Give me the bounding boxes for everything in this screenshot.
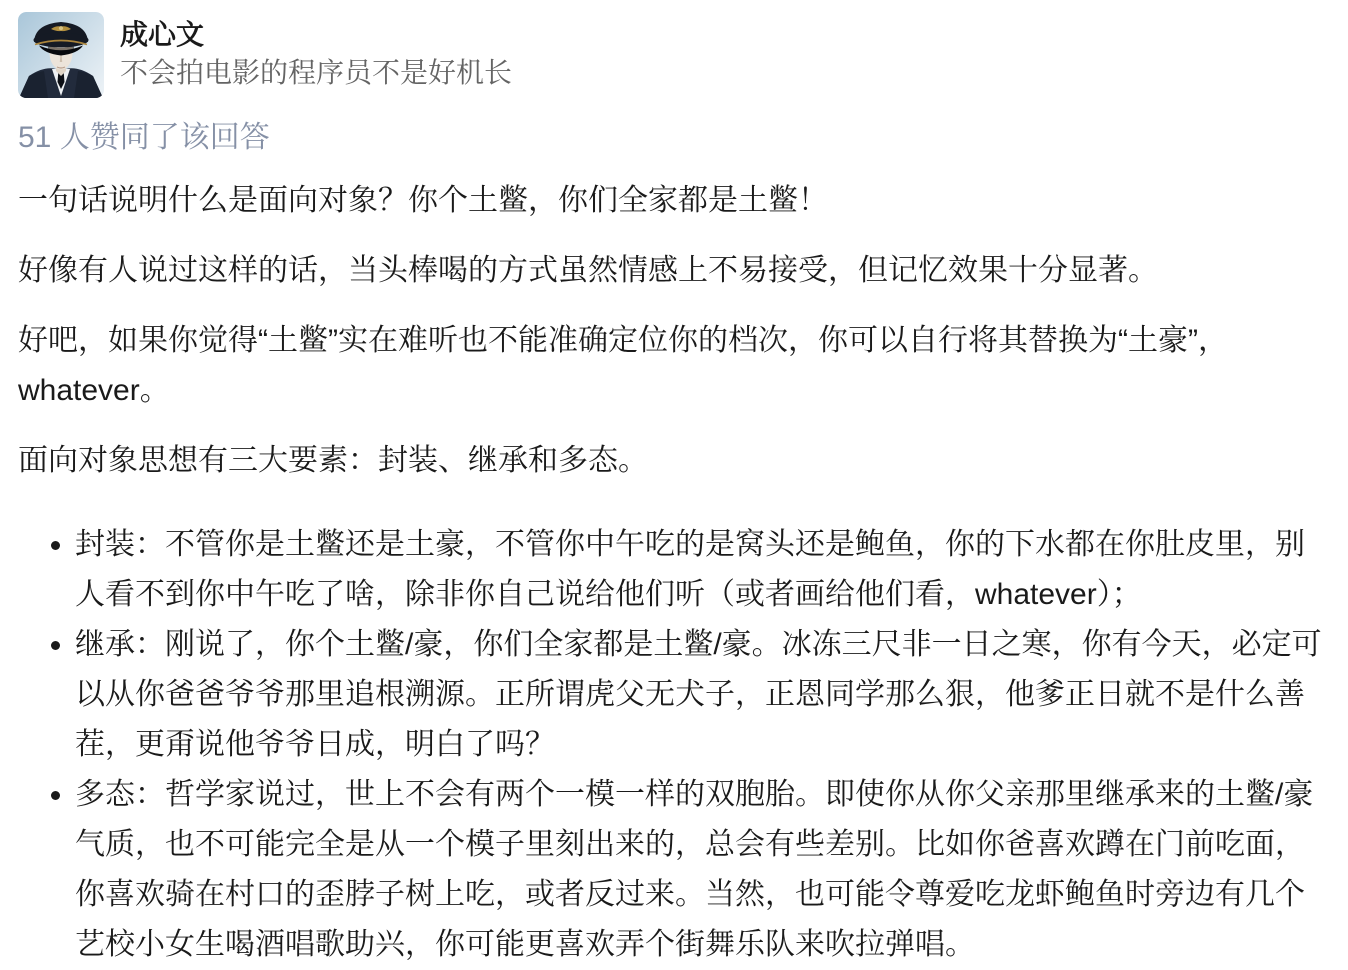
author-name[interactable]: 成心文 <box>120 19 205 50</box>
pilot-avatar-image <box>18 12 104 98</box>
avatar[interactable] <box>18 12 104 98</box>
answer-content <box>18 176 1330 970</box>
answer-paragraph: 好吧，如果你觉得“土鳖”实在难听也不能准确定位你的档次，你可以自行将其替换为“土豪”，whatever。 <box>18 324 1228 407</box>
answer-paragraph: 好像有人说过这样的话，当头棒喝的方式虽然情感上不易接受，但记忆效果十分显著。 <box>18 254 1158 287</box>
author-tagline: 不会拍电影的程序员不是好机长 <box>120 57 513 88</box>
author-text-block <box>120 12 512 92</box>
list-item: • 继承：刚说了，你个土鳖/豪，你们全家都是土鳖/豪。冰冻三尺非一日之寒，你有今天，必定可以从你爸爸爷爷那里追根溯源。正所谓虎父无犬子，正恩同学那么狠，他爹正日就不是什么善茬，更甭说他爷爷日成，明白了吗？ <box>75 620 1330 770</box>
list-item: • 多态：哲学家说过，世上不会有两个一模一样的双胞胎。即使你从你父亲那里继承来的土鳖/豪气质，也不可能完全是从一个模子里刻出来的，总会有些差别。比如你爸喜欢蹲在门前吃面，你喜欢骑在村口的歪脖子树上吃，或者反过来。当然，也可能令尊爱吃龙虾鲍鱼时旁边有几个艺校小女生喝酒唱歌助兴，你可能更喜欢弄个街舞乐队来吹拉弹唱。 <box>75 770 1330 970</box>
answer-paragraph: 面向对象思想有三大要素：封装、继承和多态。 <box>18 444 648 477</box>
author-header <box>18 12 1330 98</box>
list-item: • 封装：不管你是土鳖还是土豪，不管你中午吃的是窝头还是鲍鱼，你的下水都在你肚皮里，别人看不到你中午吃了啥，除非你自己说给他们听（或者画给他们看，whatever）； <box>75 520 1330 620</box>
upvote-count: 51 人赞同了该回答 <box>18 121 270 154</box>
oop-elements-list <box>18 520 1330 970</box>
answer-paragraph: 一句话说明什么是面向对象？你个土鳖，你们全家都是土鳖！ <box>18 184 828 217</box>
